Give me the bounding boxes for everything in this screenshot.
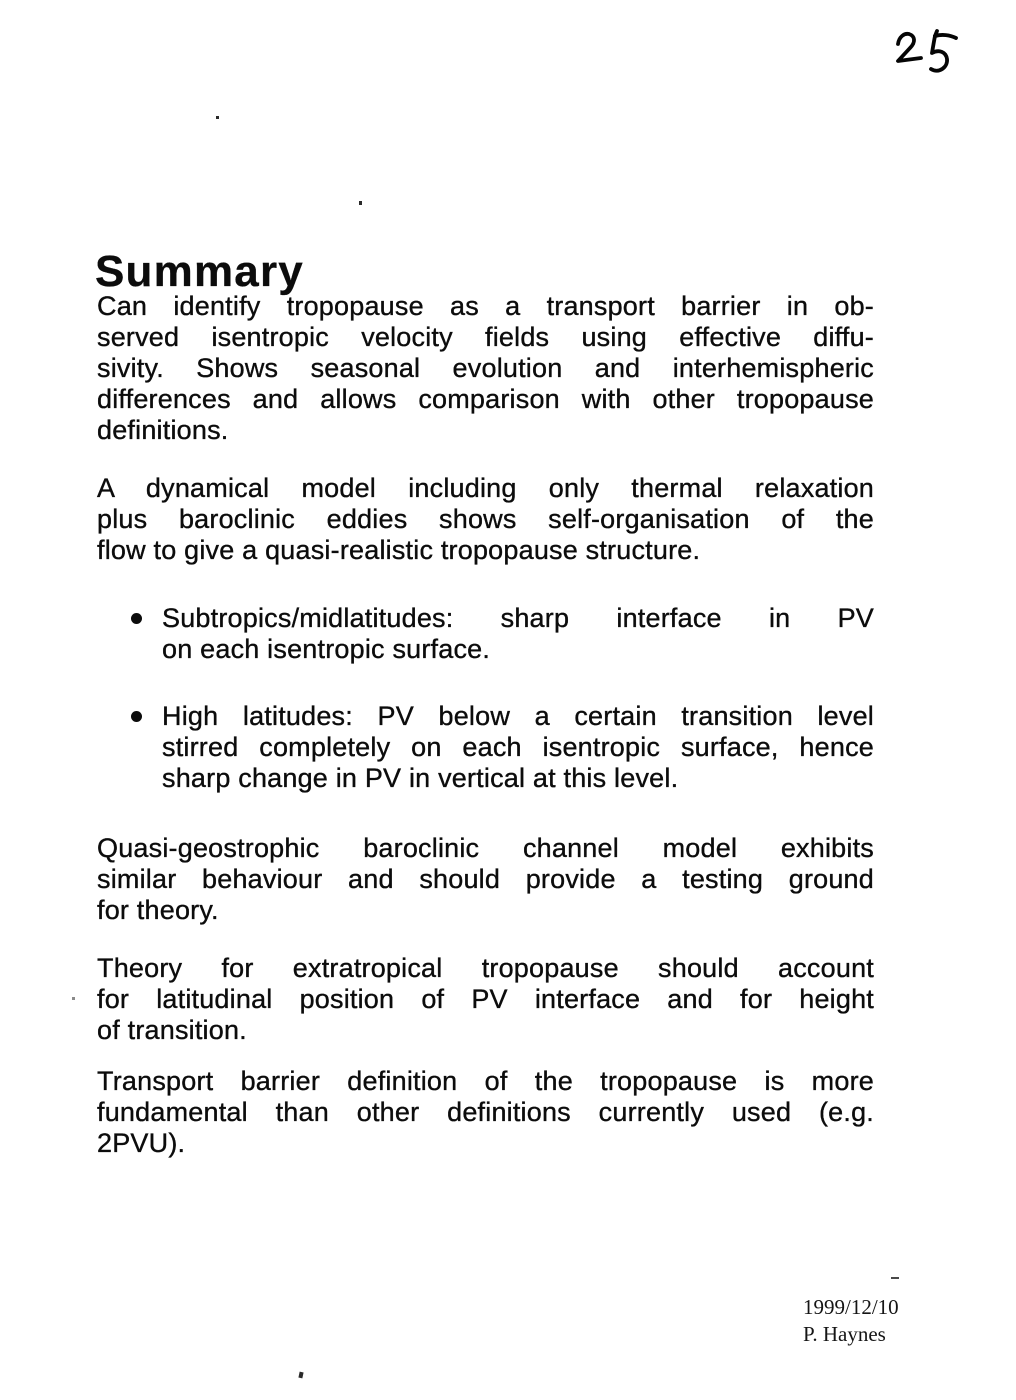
text-line: Theory for extratropical tropopause should account — [97, 953, 874, 983]
text-line: 2PVU). — [97, 1128, 186, 1158]
scan-speck — [216, 116, 219, 119]
paragraph — [97, 1066, 874, 1159]
footer — [803, 1294, 899, 1348]
text-line: stirred completely on each isentropic surface, hence — [162, 732, 874, 762]
text-line: A dynamical model including only thermal relaxation — [97, 473, 874, 503]
bullet-dot-icon — [131, 711, 142, 722]
text-line: sharp change in PV in vertical at this level. — [162, 763, 679, 793]
paragraph — [97, 291, 874, 446]
bullet-text — [162, 701, 874, 794]
handwritten-page-number — [888, 28, 966, 86]
scan-speck — [298, 1372, 303, 1379]
page-title: Summary — [95, 247, 304, 297]
digit-strokes — [898, 31, 956, 71]
text-line: differences and allows comparison with other tropopause — [97, 384, 874, 414]
scan-speck — [359, 201, 362, 205]
footer-author: P. Haynes — [803, 1322, 886, 1346]
scan-speck — [72, 997, 75, 1000]
text-line: of transition. — [97, 1015, 247, 1045]
paragraph — [97, 833, 874, 926]
text-line: Quasi-geostrophic baroclinic channel model exhibits — [97, 833, 874, 863]
text-line: Can identify tropopause as a transport barrier in ob- — [97, 291, 874, 321]
paragraph — [97, 953, 874, 1046]
text-line: for theory. — [97, 895, 219, 925]
footer-date: 1999/12/10 — [803, 1295, 899, 1319]
text-line: for latitudinal position of PV interface and for height — [97, 984, 874, 1014]
text-line: High latitudes: PV below a certain transition level — [162, 701, 874, 731]
text-line: Transport barrier definition of the tropopause is more — [97, 1066, 874, 1096]
text-line: served isentropic velocity fields using effective diffu- — [97, 322, 874, 352]
scan-speck — [891, 1277, 899, 1279]
text-line: on each isentropic surface. — [162, 634, 491, 664]
text-line: definitions. — [97, 415, 229, 445]
bullet-item — [97, 701, 874, 794]
paragraph — [97, 473, 874, 566]
text-line: plus baroclinic eddies shows self-organisation of the — [97, 504, 874, 534]
text-line: fundamental than other definitions currently used (e.g. — [97, 1097, 874, 1127]
text-line: similar behaviour and should provide a testing ground — [97, 864, 874, 894]
text-line: sivity. Shows seasonal evolution and interhemispheric — [97, 353, 874, 383]
text-line: Subtropics/midlatitudes: sharp interface in PV — [162, 603, 874, 633]
text-line: flow to give a quasi-realistic tropopause structure. — [97, 535, 701, 565]
bullet-dot-icon — [131, 613, 142, 624]
bullet-text — [162, 603, 874, 665]
bullet-item — [97, 603, 874, 665]
